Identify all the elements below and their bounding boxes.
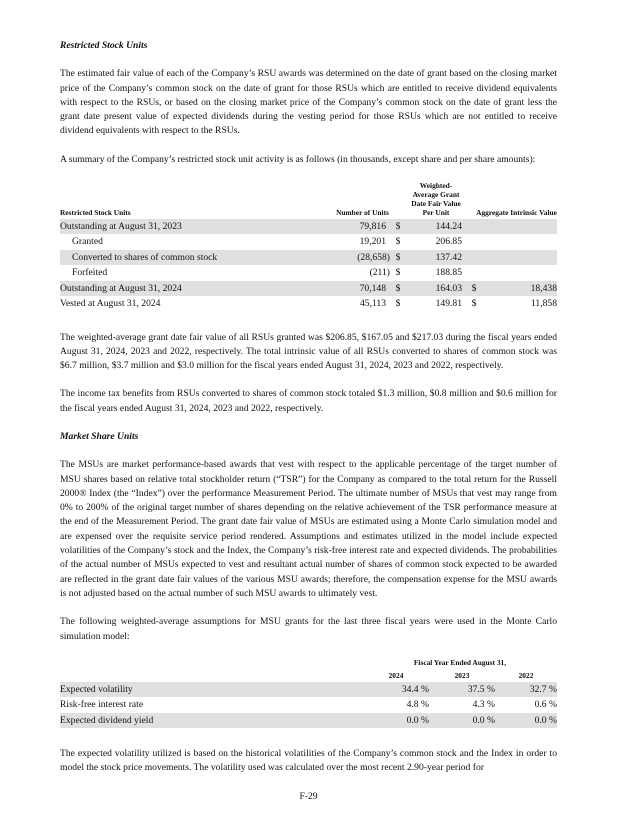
column-header: Weighted-Average Grant Date Fair Value Per Unit	[411, 181, 461, 218]
rsu-paragraph-1: The estimated fair value of each of the Company’s RSU awards was determined on the date of grant based on the closing market price of the Company’s common stock on the date of grant for those RSUs which are entitled to receive dividend equivalents with respect to the RSUs, or based on the closing market price of the Company’s common stock on the date of grant less the grant date present value of expected dividends during the vesting period for those RSUs which are not entitled to receive dividend equivalents with respect to the RSUs.	[60, 68, 557, 137]
assumption-value: 4.3 %	[472, 699, 495, 711]
assumption-value: 0.0 %	[495, 713, 557, 728]
fair-value: 137.42	[406, 250, 464, 265]
table-row	[60, 713, 557, 728]
currency: $	[464, 281, 484, 296]
rsu-activity-table	[60, 181, 557, 311]
currency: $	[390, 219, 406, 234]
assumption-value: 0.0 %	[429, 713, 495, 728]
rsu-paragraph-3: The weighted-average grant date fair value of all RSUs granted was $206.85, $167.05 and $217.03 during the fiscal years ended August 31, 2024, 2023 and 2022, respectively. The total intrinsic value of all RSUs converted to shares of common stock was $6.7 million, $3.7 million and $3.0 million for the fiscal years ended August 31, 2024, 2023 and 2022, respectively.	[60, 331, 557, 372]
assumption-value: 0.0 %	[363, 713, 429, 728]
units: 70,148	[310, 281, 390, 296]
intrinsic-value: 11,858	[530, 298, 558, 310]
table-row	[60, 234, 557, 249]
units: 45,113	[359, 298, 386, 310]
table-row	[60, 250, 557, 265]
row-label: Outstanding at August 31, 2023	[60, 219, 310, 234]
year-header: 2022	[518, 670, 534, 680]
page-number: F-29	[299, 790, 318, 802]
currency: $	[390, 281, 406, 296]
msu-paragraph-2: The following weighted-average assumptions for MSU grants for the last three fiscal years were used in the Monte Carlo simulation model:	[60, 616, 557, 642]
fair-value: 144.24	[406, 219, 464, 234]
currency	[464, 265, 484, 280]
table-row	[60, 219, 557, 234]
rsu-heading: Restricted Stock Units	[60, 40, 148, 51]
assumption-value: 32.7 %	[495, 682, 557, 697]
intrinsic-value	[484, 219, 557, 234]
units: (211)	[369, 267, 390, 279]
row-label: Vested at August 31, 2024	[60, 298, 161, 310]
row-label: Forfeited	[72, 267, 108, 279]
currency: $	[395, 236, 401, 248]
table-row	[60, 296, 557, 311]
intrinsic-value: 18,438	[484, 281, 557, 296]
table-row	[60, 281, 557, 296]
row-label: Converted to shares of common stock	[60, 250, 310, 265]
column-header: Aggregate Intrinsic Value	[476, 208, 557, 218]
table-header-row	[60, 181, 557, 219]
currency	[464, 250, 484, 265]
currency	[464, 234, 484, 249]
fair-value: 188.85	[435, 267, 463, 279]
assumption-value: 0.6 %	[534, 699, 557, 711]
table-row	[60, 682, 557, 697]
fair-value: 164.03	[406, 281, 464, 296]
msu-heading: Market Share Units	[60, 431, 139, 442]
msu-assumptions-table	[60, 658, 557, 728]
column-header: Number of Units	[336, 208, 389, 218]
column-header: Restricted Stock Units	[60, 208, 131, 218]
units: 19,201	[359, 236, 386, 248]
fair-value: 206.85	[435, 236, 463, 248]
intrinsic-value	[484, 250, 557, 265]
row-label: Expected dividend yield	[60, 713, 363, 728]
currency: $	[390, 250, 406, 265]
row-label: Outstanding at August 31, 2024	[60, 281, 310, 296]
row-label: Risk-free interest rate	[60, 699, 144, 711]
currency: $	[395, 267, 401, 279]
assumption-value: 34.4 %	[363, 682, 429, 697]
currency: $	[395, 298, 401, 310]
units: (28,658)	[310, 250, 390, 265]
fair-value: 149.81	[435, 298, 463, 310]
year-header: 2023	[454, 670, 470, 680]
group-header: Fiscal Year Ended August 31,	[413, 657, 507, 667]
rsu-paragraph-4: The income tax benefits from RSUs converted to shares of common stock totaled $1.3 million, $0.8 million and $0.6 million for the fiscal years ended August 31, 2024, 2023 and 2022, respectively.	[60, 388, 557, 414]
rsu-paragraph-2: A summary of the Company’s restricted stock unit activity is as follows (in thousands, except share and per share amounts):	[60, 153, 536, 165]
currency	[464, 219, 484, 234]
intrinsic-value	[484, 265, 557, 280]
msu-paragraph-3: The expected volatility utilized is based on the historical volatilities of the Company’s common stock and the Index in order to model the stock price movements. The volatility used was calculated over the most recent 2.90-year period for	[60, 748, 557, 774]
assumption-value: 4.8 %	[406, 699, 429, 711]
year-header: 2024	[388, 670, 404, 680]
assumption-value: 37.5 %	[429, 682, 495, 697]
msu-paragraph-1: The MSUs are market performance-based awards that vest with respect to the applicable percentage of the target number of MSU shares based on relative total stockholder return (“TSR”) for the Company as compared to the total return for the Russell 2000® Index (the “Index”) over the performance Measurement Period. The ultimate number of MSUs that vest may range from 0% to 200% of the original target number of shares depending on the relative achievement of the TSR performance measure at the end of the Measurement Period. The grant date fair value of MSUs are estimated using a Monte Carlo simulation model and are expensed over the requisite service period rendered. Assumptions and estimates utilized in the model include expected volatilities of the Company’s stock and the Index, the Company’s risk-free interest rate and expected dividends. The probabilities of the actual number of MSUs expected to vest and resultant actual number of shares of common stock expected to be awarded are reflected in the grant date fair values of the various MSU awards; therefore, the compensation expense for the MSU awards is not adjusted based on the actual number of such MSU awards to ultimately vest.	[60, 459, 557, 599]
units: 79,816	[310, 219, 390, 234]
intrinsic-value	[484, 234, 557, 249]
table-row	[60, 265, 557, 280]
row-label: Granted	[72, 236, 103, 248]
currency: $	[471, 298, 477, 310]
table-row	[60, 697, 557, 712]
row-label: Expected volatility	[60, 682, 363, 697]
